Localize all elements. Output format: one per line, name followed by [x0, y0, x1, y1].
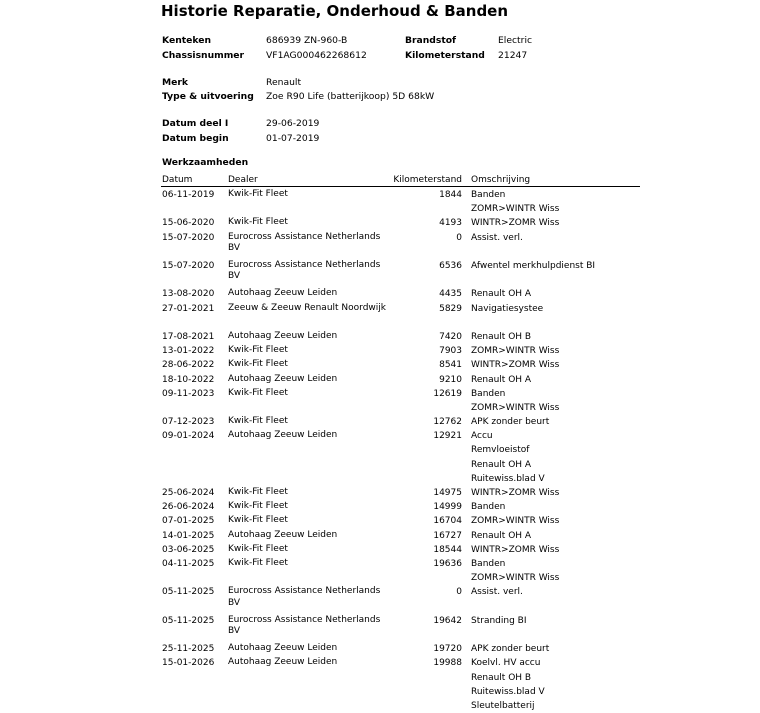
table-row	[0, 387, 760, 415]
row-dealer: Kwik-Fit Fleet	[228, 359, 288, 370]
table-row	[0, 188, 760, 216]
merk-label: Merk	[162, 77, 189, 88]
row-omschrijving	[471, 358, 559, 372]
row-date: 09-01-2024	[162, 431, 215, 442]
table-row	[0, 415, 760, 429]
table-row	[0, 231, 760, 259]
row-dealer: Zeeuw & Zeeuw Renault Noordwijk	[228, 302, 386, 313]
row-kilometerstand: 4435	[439, 289, 462, 300]
brandstof-label: Brandstof	[405, 35, 457, 46]
row-kilometerstand: 12762	[433, 417, 462, 428]
row-dealer: Autohaag Zeeuw Leiden	[228, 430, 338, 441]
table-row	[0, 614, 760, 642]
row-omschrijving	[471, 656, 545, 713]
table-row	[0, 216, 760, 230]
datum-deel-value: 29-06-2019	[266, 118, 320, 129]
row-date: 28-06-2022	[162, 360, 215, 371]
row-kilometerstand: 16704	[433, 516, 462, 527]
omschrijving-item: Renault OH A	[471, 289, 532, 300]
omschrijving-item: ZOMR>WINTR Wiss	[471, 204, 560, 215]
row-kilometerstand: 16727	[433, 530, 462, 541]
omschrijving-item: ZOMR>WINTR Wiss	[471, 346, 560, 357]
brandstof-value: Electric	[498, 35, 533, 46]
row-date: 06-11-2019	[162, 190, 215, 200]
row-dealer: Kwik-Fit Fleet	[228, 515, 288, 526]
werkzaamheden-table	[0, 188, 760, 713]
row-dealer: Kwik-Fit Fleet	[228, 345, 288, 356]
row-dealer: Kwik-Fit Fleet	[228, 217, 288, 228]
merk-value: Renault	[266, 77, 302, 88]
row-omschrijving	[471, 642, 549, 656]
row-kilometerstand: 5829	[439, 303, 462, 314]
omschrijving-item: Koelvl. HV accu	[471, 658, 541, 669]
row-date: 13-08-2020	[162, 289, 215, 300]
omschrijving-item: Ruitewiss.blad V	[471, 686, 545, 697]
row-omschrijving	[471, 585, 523, 599]
omschrijving-item: Banden	[471, 190, 506, 200]
row-dealer: Eurocross Assistance Netherlands BV	[228, 259, 381, 282]
table-row	[0, 287, 760, 301]
omschrijving-item: APK zonder beurt	[471, 644, 550, 655]
row-date: 15-01-2026	[162, 658, 215, 669]
kilometerstand-value: 21247	[498, 50, 528, 61]
row-omschrijving	[471, 188, 559, 216]
row-omschrijving	[471, 614, 526, 628]
type-value: Zoe R90 Life (batterijkoop) 5D 68kW	[266, 91, 435, 102]
row-dealer: Kwik-Fit Fleet	[228, 487, 288, 498]
header-divider	[161, 186, 640, 187]
omschrijving-item: ZOMR>WINTR Wiss	[471, 516, 560, 527]
row-omschrijving	[471, 344, 559, 358]
omschrijving-item: Assist. verl.	[471, 232, 523, 243]
omschrijving-item: Banden	[471, 559, 506, 569]
row-kilometerstand: 12619	[433, 388, 462, 399]
row-kilometerstand: 0	[456, 232, 462, 243]
omschrijving-item: Renault OH A	[471, 374, 532, 385]
row-kilometerstand: 19636	[433, 559, 462, 569]
omschrijving-item: Assist. verl.	[471, 587, 523, 598]
omschrijving-item: Stranding BI	[471, 615, 527, 626]
row-omschrijving	[471, 302, 543, 316]
row-omschrijving	[471, 500, 505, 514]
row-dealer: Eurocross Assistance Netherlands BV	[228, 231, 381, 254]
omschrijving-item: ZOMR>WINTR Wiss	[471, 573, 560, 584]
row-date: 26-06-2024	[162, 502, 215, 513]
row-omschrijving	[471, 415, 549, 429]
table-row	[0, 543, 760, 557]
omschrijving-item: Renault OH A	[471, 459, 532, 470]
type-label: Type & uitvoering	[162, 91, 254, 102]
omschrijving-item: Accu	[471, 431, 493, 442]
omschrijving-item: Remvloeistof	[471, 445, 530, 456]
row-omschrijving	[471, 543, 559, 557]
row-date: 15-06-2020	[162, 218, 215, 229]
omschrijving-item: Renault OH B	[471, 331, 532, 342]
row-omschrijving	[471, 231, 523, 245]
column-header-omschrijving: Omschrijving	[471, 175, 531, 185]
row-kilometerstand: 0	[456, 587, 462, 598]
omschrijving-item: Afwentel merkhulpdienst BI	[471, 260, 596, 271]
row-date: 25-11-2025	[162, 644, 215, 655]
table-row	[0, 330, 760, 344]
row-dealer: Kwik-Fit Fleet	[228, 543, 288, 554]
row-omschrijving	[471, 216, 559, 230]
row-kilometerstand: 7903	[439, 346, 462, 357]
row-dealer: Kwik-Fit Fleet	[228, 501, 288, 512]
column-header-dealer: Dealer	[228, 175, 258, 185]
werkzaamheden-heading: Werkzaamheden	[162, 157, 249, 168]
row-dealer: Autohaag Zeeuw Leiden	[228, 330, 338, 341]
omschrijving-item: Navigatiesystee	[471, 303, 544, 314]
table-row	[0, 429, 760, 486]
row-kilometerstand: 12921	[433, 431, 462, 442]
column-header-kilometerstand: Kilometerstand	[393, 175, 462, 185]
table-row	[0, 344, 760, 358]
row-dealer: Kwik-Fit Fleet	[228, 416, 288, 427]
row-date: 14-01-2025	[162, 530, 215, 541]
row-dealer: Kwik-Fit Fleet	[228, 387, 288, 398]
row-date: 07-12-2023	[162, 417, 215, 428]
row-date: 17-08-2021	[162, 331, 215, 342]
row-kilometerstand: 19642	[433, 615, 462, 626]
kenteken-value: 686939 ZN-960-B	[266, 35, 348, 46]
table-row	[0, 656, 760, 713]
row-kilometerstand: 8541	[439, 360, 462, 371]
table-row	[0, 514, 760, 528]
row-date: 07-01-2025	[162, 516, 215, 527]
omschrijving-item: Ruitewiss.blad V	[471, 473, 545, 484]
row-date: 09-11-2023	[162, 388, 215, 399]
datum-begin-label: Datum begin	[162, 133, 229, 144]
column-header-datum: Datum	[162, 175, 193, 185]
row-omschrijving	[471, 287, 531, 301]
row-dealer: Kwik-Fit Fleet	[228, 558, 288, 568]
omschrijving-item: Banden	[471, 388, 506, 399]
omschrijving-item: WINTR>ZOMR Wiss	[471, 360, 560, 371]
chassis-label: Chassisnummer	[162, 50, 245, 61]
row-kilometerstand: 4193	[439, 218, 462, 229]
row-omschrijving	[471, 486, 559, 500]
row-omschrijving	[471, 429, 545, 486]
table-row	[0, 557, 760, 585]
row-omschrijving	[471, 330, 531, 344]
row-omschrijving	[471, 529, 531, 543]
omschrijving-item: APK zonder beurt	[471, 417, 550, 428]
row-dealer: Autohaag Zeeuw Leiden	[228, 529, 338, 540]
row-dealer: Eurocross Assistance Netherlands BV	[228, 586, 381, 608]
kenteken-label: Kenteken	[162, 35, 211, 46]
omschrijving-item: Renault OH A	[471, 530, 532, 541]
row-omschrijving	[471, 373, 531, 387]
row-omschrijving	[471, 259, 595, 273]
kilometerstand-label: Kilometerstand	[405, 50, 485, 61]
row-dealer: Autohaag Zeeuw Leiden	[228, 643, 338, 654]
row-date: 25-06-2024	[162, 488, 215, 499]
omschrijving-item: ZOMR>WINTR Wiss	[471, 402, 560, 413]
omschrijving-item: WINTR>ZOMR Wiss	[471, 488, 560, 499]
row-date: 05-11-2025	[162, 615, 215, 626]
row-kilometerstand: 19720	[433, 644, 462, 655]
chassis-value: VF1AG000462268612	[266, 50, 367, 61]
row-kilometerstand: 19988	[433, 658, 462, 669]
omschrijving-item: Banden	[471, 502, 506, 513]
row-date: 13-01-2022	[162, 346, 215, 357]
row-date: 15-07-2020	[162, 232, 215, 243]
page-title: Historie Reparatie, Onderhoud & Banden	[161, 2, 509, 20]
table-row	[0, 486, 760, 500]
row-date: 05-11-2025	[162, 587, 215, 598]
row-date: 27-01-2021	[162, 303, 215, 314]
table-row	[0, 302, 760, 330]
table-row	[0, 358, 760, 372]
row-date: 18-10-2022	[162, 374, 215, 385]
table-row	[0, 642, 760, 656]
row-kilometerstand: 18544	[433, 544, 462, 555]
row-date: 04-11-2025	[162, 559, 215, 569]
row-dealer: Kwik-Fit Fleet	[228, 189, 288, 199]
datum-begin-value: 01-07-2019	[266, 133, 320, 144]
row-date: 03-06-2025	[162, 544, 215, 555]
table-row	[0, 585, 760, 613]
row-omschrijving	[471, 557, 559, 585]
row-date: 15-07-2020	[162, 260, 215, 271]
omschrijving-item: Sleutelbatterij	[471, 700, 535, 711]
omschrijving-item: WINTR>ZOMR Wiss	[471, 218, 560, 229]
table-row	[0, 529, 760, 543]
row-kilometerstand: 7420	[439, 331, 462, 342]
row-dealer: Autohaag Zeeuw Leiden	[228, 657, 338, 668]
row-omschrijving	[471, 387, 559, 415]
row-kilometerstand: 14999	[433, 502, 462, 513]
omschrijving-item: Renault OH B	[471, 672, 532, 683]
row-dealer: Autohaag Zeeuw Leiden	[228, 288, 338, 299]
table-row	[0, 373, 760, 387]
row-kilometerstand: 9210	[439, 374, 462, 385]
row-dealer: Autohaag Zeeuw Leiden	[228, 373, 338, 384]
row-dealer: Eurocross Assistance Netherlands BV	[228, 614, 381, 637]
datum-deel-label: Datum deel I	[162, 118, 229, 129]
row-omschrijving	[471, 514, 559, 528]
table-row	[0, 500, 760, 514]
row-kilometerstand: 14975	[433, 488, 462, 499]
omschrijving-item: WINTR>ZOMR Wiss	[471, 544, 560, 555]
row-kilometerstand: 6536	[439, 260, 462, 271]
table-row	[0, 259, 760, 287]
row-kilometerstand: 1844	[439, 190, 462, 200]
